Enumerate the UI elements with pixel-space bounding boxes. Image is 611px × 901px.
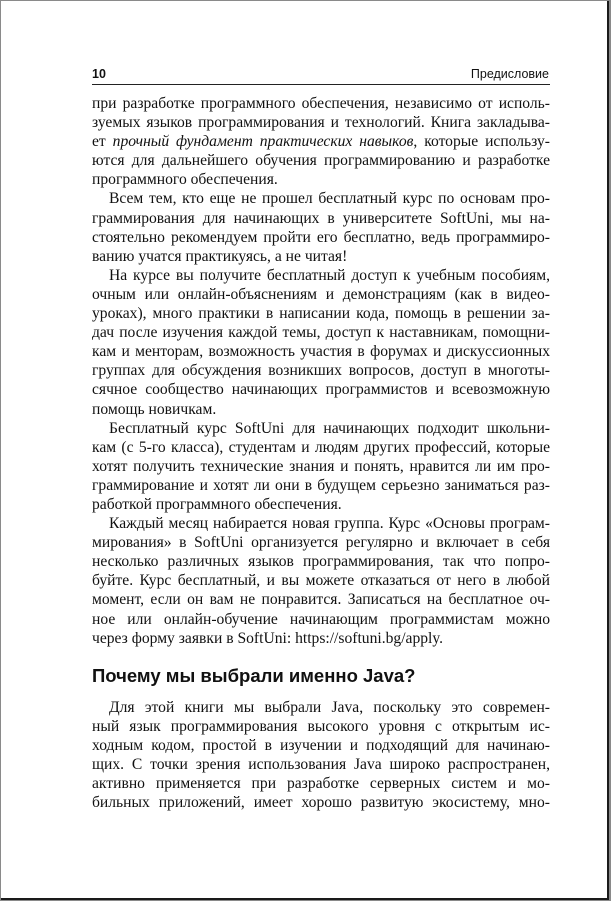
paragraph-line: ное или онлайн-обучение начинающим программистам можно: [92, 610, 550, 628]
paragraph-line: бильных приложений, имеет хорошо развитую экосистему, мно-: [92, 794, 550, 812]
paragraph-line: при разработке программного обеспечения, независимо от исполь-: [92, 95, 550, 112]
paragraph-line: зуемых языков программирования и технологий. Книга закладыва-: [92, 114, 550, 132]
paragraph-line: хотят получить технические знания и понять, нравится ли им про-: [92, 457, 550, 475]
paragraph-line: ный язык программирования высокого уровня с открытым ис-: [92, 718, 550, 736]
paragraph-line: кам (с 5-го класса), студентам и людям других профессий, которые: [92, 438, 550, 456]
section-body-text: [92, 698, 550, 813]
paragraph-line: уроках), много практики в написании кода, помощь в решении за-: [92, 305, 550, 323]
paragraph-line: буйте. Курс бесплатный, и вы можете отказаться от него в любой: [92, 572, 550, 590]
paragraph-line: ет прочный фундамент практических навыков, которые использу-: [92, 133, 550, 151]
paragraph-line: сячное сообщество начинающих программистов и всевозможную: [92, 381, 550, 399]
paragraph-line: дач после изучения каждой темы, доступ к наставникам, помощни-: [92, 324, 550, 342]
emphasis-text: прочный фундамент практических навыков: [112, 133, 414, 151]
paragraph-line: ходным кодом, простой в изучении и подходящий для начинаю-: [92, 737, 550, 755]
paragraph-line: ются для дальнейшего обучения программированию и разработке: [92, 152, 550, 170]
paragraph-line: Для этой книги мы выбрали Java, поскольку это современ-: [109, 699, 550, 716]
paragraph-line: Бесплатный курс SoftUni для начинающих подходит школьни-: [109, 419, 550, 437]
paragraph-line: На курсе вы получите бесплатный доступ к учебным пособиям,: [109, 266, 550, 284]
paragraph-line: через форму заявки в SoftUni: https://softuni.bg/apply.: [92, 629, 444, 647]
paragraph-line: момент, если он вам не понравится. Записаться на бесплатное оч-: [92, 591, 550, 609]
paragraph-line: мирования» в SoftUni организуется регулярно и включает в себя: [92, 534, 550, 552]
paragraph-line: Каждый месяц набирается новая группа. Курс «Основы програм-: [109, 515, 550, 533]
paragraph-line: ванию учатся практикуясь, а не читая!: [92, 247, 348, 265]
paragraph-line: помощь новичкам.: [92, 400, 217, 418]
paragraph-line: граммирование и хотят ли они в будущем серьезно заниматься раз-: [92, 476, 550, 494]
section-heading: Почему мы выбрали именно Java?: [92, 665, 416, 686]
body-text: [92, 94, 550, 648]
paragraph-line: стоятельно рекомендуем пройти его бесплатно, ведь программиро-: [92, 228, 550, 246]
paragraph-line: группах для обсуждения возникших вопросов, доступ в многоты-: [92, 362, 550, 380]
page-number: 10: [92, 67, 106, 81]
paragraph-line: кам и менторам, возможность участия в форумах и дискуссионных: [92, 343, 550, 361]
paragraph-line: очным или онлайн-объяснениям и демонстрациям (как в видео-: [92, 285, 550, 303]
paragraph-line: Всем тем, кто еще не прошел бесплатный курс по основам про-: [109, 190, 550, 208]
paragraph-line: щих. С точки зрения использования Java широко распространен,: [92, 756, 550, 774]
chapter-title: Предисловие: [470, 67, 549, 81]
running-head: [92, 67, 550, 85]
book-page: [1, 1, 609, 900]
paragraph-line: граммирования для начинающих в университете SoftUni, мы на-: [92, 209, 550, 227]
paragraph-line: активно применяется при разработке серверных систем и мо-: [92, 775, 550, 793]
paragraph-line: программного обеспечения.: [92, 171, 278, 189]
paragraph-line: несколько различных языков программирования, так что попро-: [92, 553, 550, 571]
paragraph-line: работкой программного обеспечения.: [92, 495, 342, 513]
